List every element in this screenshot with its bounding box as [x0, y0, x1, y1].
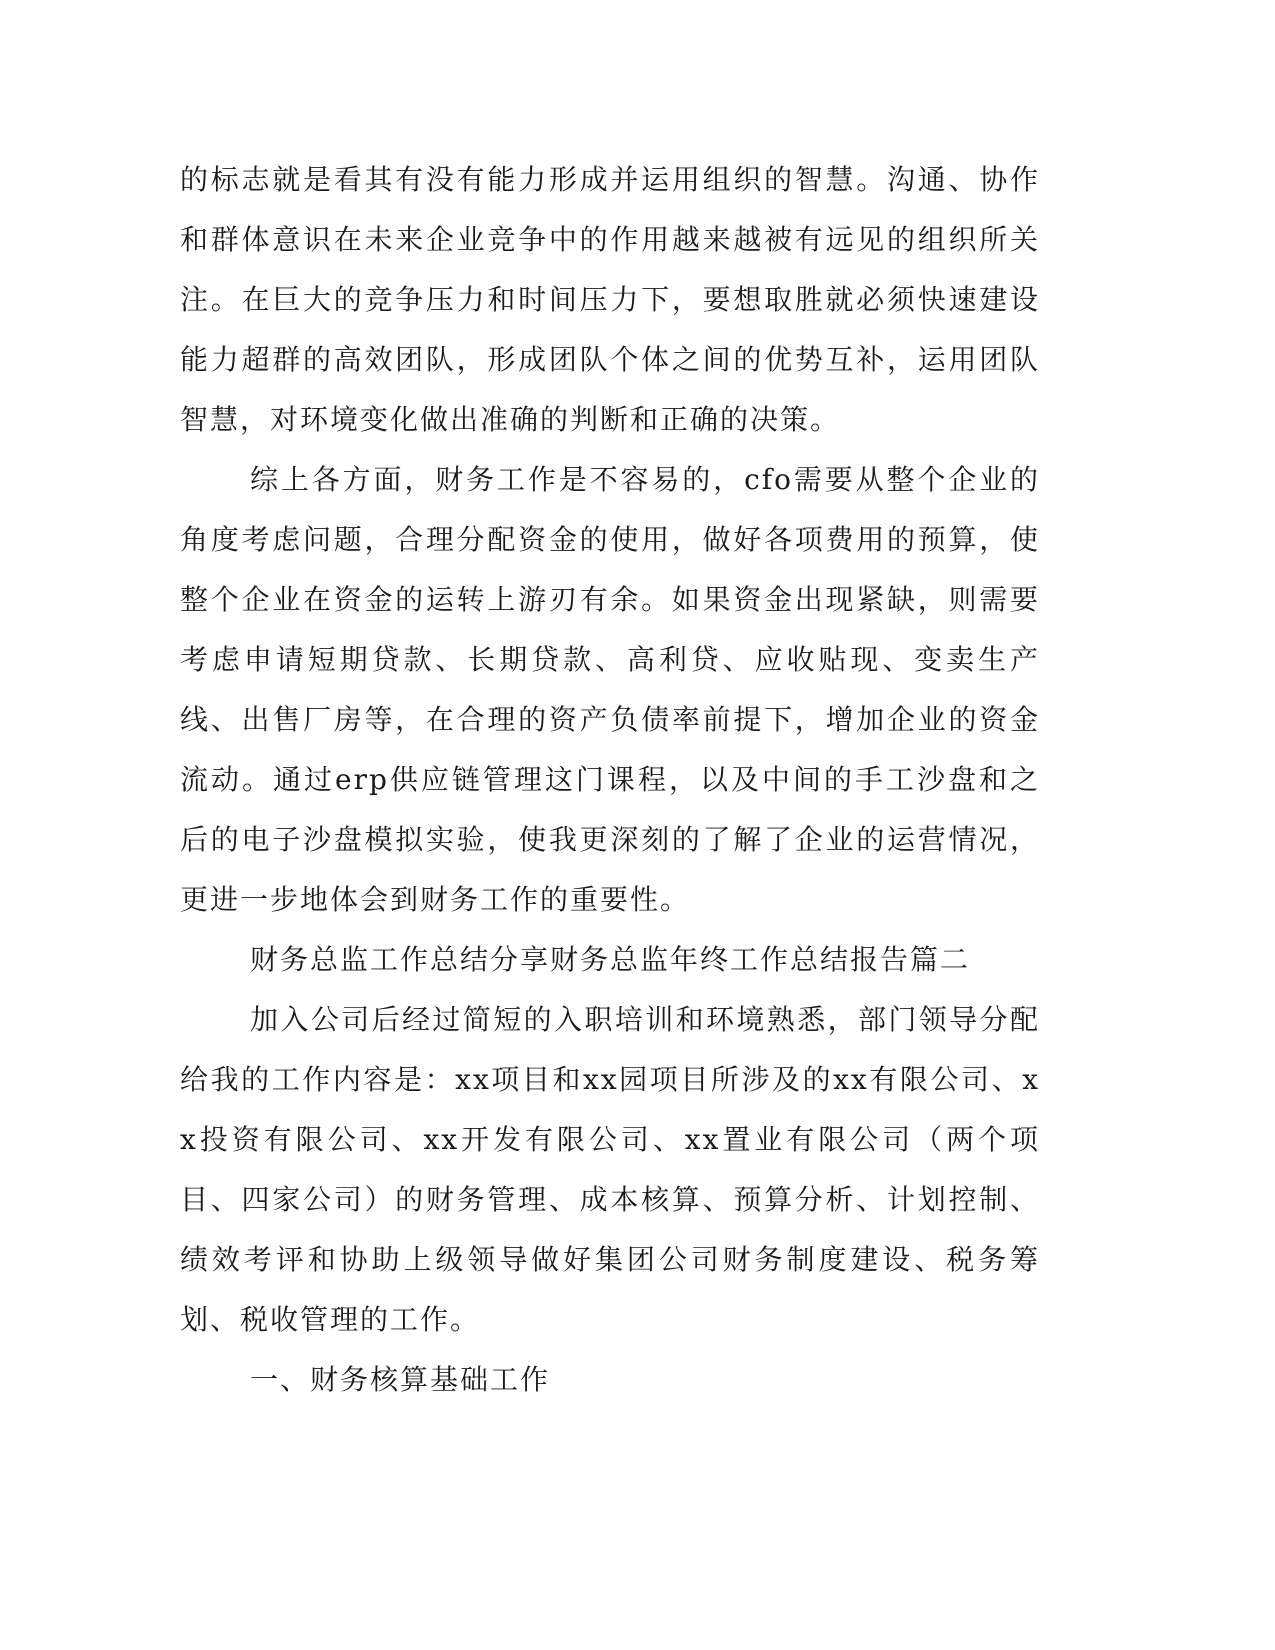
paragraph-job-duties: 加入公司后经过简短的入职培训和环境熟悉，部门领导分配给我的工作内容是：xx项目和xx园项目所涉及的xx有限公司、xx投资有限公司、xx开发有限公司、xx置业有限公司（两个项目、四家公司）的财务管理、成本核算、预算分析、计划控制、绩效考评和协助上级领导做好集团公司财务制度建设、税务筹划、税收管理的工作。: [180, 1003, 1040, 1336]
paragraph-team-wisdom: 的标志就是看其有没有能力形成并运用组织的智慧。沟通、协作和群体意识在未来企业竞争中的作用越来越被有远见的组织所关注。在巨大的竞争压力和时间压力下，要想取胜就必须快速建设能力超群的高效团队，形成团队个体之间的优势互补，运用团队智慧，对环境变化做出准确的判断和正确的决策。: [180, 163, 1040, 436]
paragraph-summary-cfo: 综上各方面，财务工作是不容易的，cfo需要从整个企业的角度考虑问题，合理分配资金的使用，做好各项费用的预算，使整个企业在资金的运转上游刃有余。如果资金出现紧缺，则需要考虑申请短期贷款、长期贷款、高利贷、应收贴现、变卖生产线、出售厂房等，在合理的资产负债率前提下，增加企业的资金流动。通过erp供应链管理这门课程，以及中间的手工沙盘和之后的电子沙盘模拟实验，使我更深刻的了解了企业的运营情况，更进一步地体会到财务工作的重要性。: [180, 463, 1040, 916]
document-body: [180, 150, 1040, 1410]
subsection-heading: 一、财务核算基础工作: [250, 1363, 551, 1396]
section-title: 财务总监工作总结分享财务总监年终工作总结报告篇二: [250, 943, 971, 976]
